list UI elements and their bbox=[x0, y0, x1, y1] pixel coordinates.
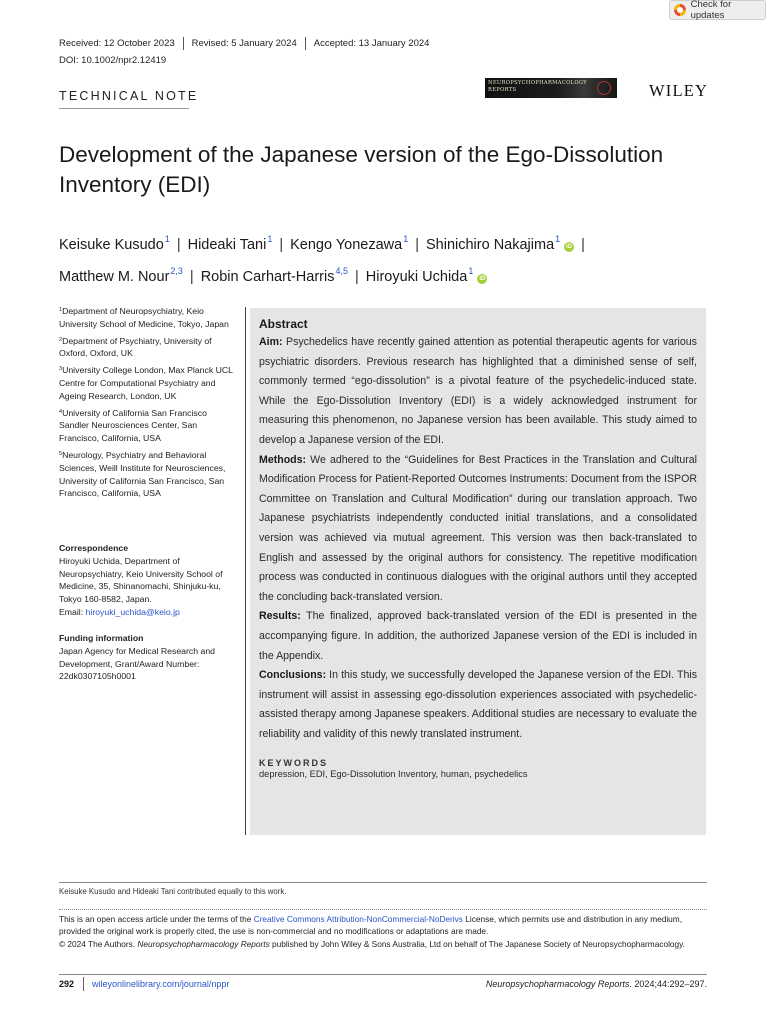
affiliation-ref[interactable]: 2,3 bbox=[170, 266, 183, 276]
accepted-date: Accepted: 13 January 2024 bbox=[313, 38, 430, 49]
divider bbox=[305, 37, 306, 50]
author[interactable] bbox=[59, 266, 183, 285]
author-name: Robin Carhart-Harris bbox=[200, 269, 335, 285]
author[interactable] bbox=[187, 234, 273, 253]
author[interactable] bbox=[426, 234, 574, 253]
article-title: Development of the Japanese version of the Ego-Dissolution Inventory (EDI) bbox=[59, 142, 664, 197]
license-rule bbox=[59, 909, 707, 910]
author-list bbox=[59, 226, 709, 290]
doi: DOI: 10.1002/npr2.12419 bbox=[59, 55, 167, 66]
article-dates bbox=[59, 37, 429, 50]
author-separator: | bbox=[415, 237, 419, 253]
affiliation: $^4$University of California San Francisco Sandler Neurosciences Center, San Francisco, California, USA bbox=[59, 407, 207, 444]
author-name: Shinichiro Nakajima bbox=[426, 237, 555, 253]
author[interactable] bbox=[59, 234, 170, 253]
keywords-heading: KEYWORDS bbox=[259, 758, 329, 769]
abstract-results: Results: The finalized, approved back-translated version of the EDI is presented in the accompanying figure. In addition, the authorized Japanese version of the EDI is included in the Appendix. bbox=[259, 610, 697, 662]
journal-banner-art-icon bbox=[597, 81, 611, 95]
check-for-updates-label: Check for updates bbox=[690, 0, 732, 21]
author-separator: | bbox=[279, 237, 284, 253]
journal-url-link[interactable]: wileyonlinelibrary.com/journal/nppr bbox=[92, 979, 230, 989]
section-underline bbox=[59, 108, 189, 109]
affiliation-ref[interactable]: 1 bbox=[468, 266, 474, 276]
author-name: Keisuke Kusudo bbox=[59, 237, 164, 253]
publisher-logo: WILEY bbox=[649, 81, 709, 100]
correspondence-block bbox=[59, 542, 237, 619]
author-separator: | bbox=[176, 237, 181, 253]
page-number: 292 bbox=[59, 979, 75, 989]
received-date: Received: 12 October 2023 bbox=[59, 38, 175, 49]
affiliation-ref[interactable]: 1 bbox=[403, 234, 409, 244]
affiliation-ref[interactable]: 1 bbox=[555, 234, 561, 244]
abstract-aim: Aim: Psychedelics have recently gained attention as potential therapeutic agents for various psychiatric disorders. Previous research has highlighted that a diminished sense of self, commonly termed “ego-dissolution” is a pivotal feature of the psychedelic-induced state. While the Ego-Dissolution Inventory (EDI) is a widely acknowledged instrument for measuring this phenomenon, no Japanese version has been available. This study aimed to develop a Japanese version of the EDI. bbox=[259, 336, 697, 446]
author-separator: | bbox=[354, 269, 359, 285]
affiliation: $^2$Department of Psychiatry, University of Oxford, Oxford, UK bbox=[59, 335, 212, 359]
abstract-methods: Methods: We adhered to the “Guidelines for Best Practices in the Translation and Cultural Modification Process for Patient-Reported Outcomes Instruments: Document from the ISPOR Committee on Translation and Cultural Modification” during our translation approach. Two Japanese psychiatrists independently conducted initial translations, and a consolidated version was achieved via mutual agreement. This version was then back-translated to English and assessed by the original authors for consistency. The repetitive modification process was conducted in continuous dialogues with the original authors until they accepted the concluding back-translated version. bbox=[259, 453, 697, 603]
author-name: Hideaki Tani bbox=[187, 237, 267, 253]
abstract-box bbox=[250, 308, 706, 835]
journal-banner bbox=[485, 78, 617, 98]
affiliation-ref[interactable]: 1 bbox=[164, 234, 170, 244]
orcid-icon[interactable]: iD bbox=[479, 276, 486, 282]
email-link[interactable]: hiroyuki_uchida@keio.jp bbox=[85, 606, 180, 617]
funding-text: Japan Agency for Medical Research and Development, Grant/Award Number: 22dk0307105h0001 bbox=[59, 645, 215, 682]
affiliation-list bbox=[59, 304, 234, 503]
author-separator: | bbox=[581, 237, 585, 253]
affiliation: $^3$University College London, Max Planck UCL Centre for Computational Psychiatry and Ageing Research, London, UK bbox=[59, 365, 233, 401]
abstract-heading: Abstract bbox=[259, 317, 308, 331]
funding-block bbox=[59, 632, 234, 683]
footer-rule bbox=[59, 974, 707, 975]
correspondence-address: Hiroyuki Uchida, Department of Neuropsychiatry, Keio University School of Medicine, 35, Shinanomachi, Shinjuku-ku, Tokyo 160-8582, Japan. bbox=[59, 555, 223, 605]
divider bbox=[183, 37, 184, 50]
author-separator: | bbox=[189, 269, 194, 285]
revised-date: Revised: 5 January 2024 bbox=[191, 38, 297, 49]
crossmark-icon bbox=[674, 4, 686, 16]
license-link[interactable]: Creative Commons Attribution-NonCommercial-NoDerivs bbox=[253, 914, 463, 924]
affiliation: $^1$Department of Neuropsychiatry, Keio University School of Medicine, Tokyo, Japan bbox=[59, 306, 229, 329]
affiliation: $^5$Neurology, Psychiatry and Behavioral Sciences, Weill Institute for Neurosciences, University of California San Francisco, San Francisco, California, USA bbox=[59, 449, 226, 499]
abstract-conclusions: Conclusions: In this study, we successfully developed the Japanese version of the EDI. This instrument will assist in assessing ego-dissolution experiences associated with psychedelic-assisted therapy among Japanese speakers. Additional studies are necessary to evaluate the reliability and validity of this newly translated instrument. bbox=[259, 669, 697, 740]
footer-divider bbox=[83, 977, 84, 991]
contribution-note: Keisuke Kusudo and Hideaki Tani contributed equally to this work. bbox=[59, 887, 287, 896]
author-name: Matthew M. Nour bbox=[59, 269, 170, 285]
section-label: TECHNICAL NOTE bbox=[59, 89, 199, 103]
citation: Neuropsychopharmacology Reports. 2024;44:292–297. bbox=[485, 979, 707, 989]
keywords-list: depression, EDI, Ego-Dissolution Inventory, human, psychedelics bbox=[259, 769, 528, 780]
author[interactable] bbox=[200, 266, 348, 285]
author[interactable] bbox=[290, 234, 409, 253]
affiliation-ref[interactable]: 4,5 bbox=[335, 266, 348, 276]
funding-heading: Funding information bbox=[59, 633, 144, 643]
correspondence-email: Email: hiroyuki_uchida@keio.jp bbox=[59, 606, 180, 617]
author-name: Kengo Yonezawa bbox=[290, 237, 403, 253]
license-note: This is an open access article under the terms of the Creative Commons Attribution-NonCommercial-NoDerivs License, which permits use and distribution in any medium, provided the original work is properly cited, the use is non-commercial and no modifications or adaptations are made. © 2024 The Authors. Neuropsychopharmacology Reports published by John Wiley & Sons Australia, Ltd on behalf of The Japanese Society of Neuropsychopharmacology. bbox=[59, 914, 685, 949]
check-for-updates-button[interactable] bbox=[669, 0, 766, 20]
journal-banner-text: NEUROPSYCHOPHARMACOLOGY REPORTS bbox=[488, 80, 588, 93]
author[interactable] bbox=[365, 266, 488, 285]
correspondence-heading: Correspondence bbox=[59, 543, 129, 553]
footnote-rule bbox=[59, 882, 707, 883]
orcid-icon[interactable]: iD bbox=[566, 244, 573, 250]
author-name: Hiroyuki Uchida bbox=[365, 269, 468, 285]
affiliation-ref[interactable]: 1 bbox=[267, 234, 273, 244]
abstract-rule bbox=[245, 307, 246, 835]
